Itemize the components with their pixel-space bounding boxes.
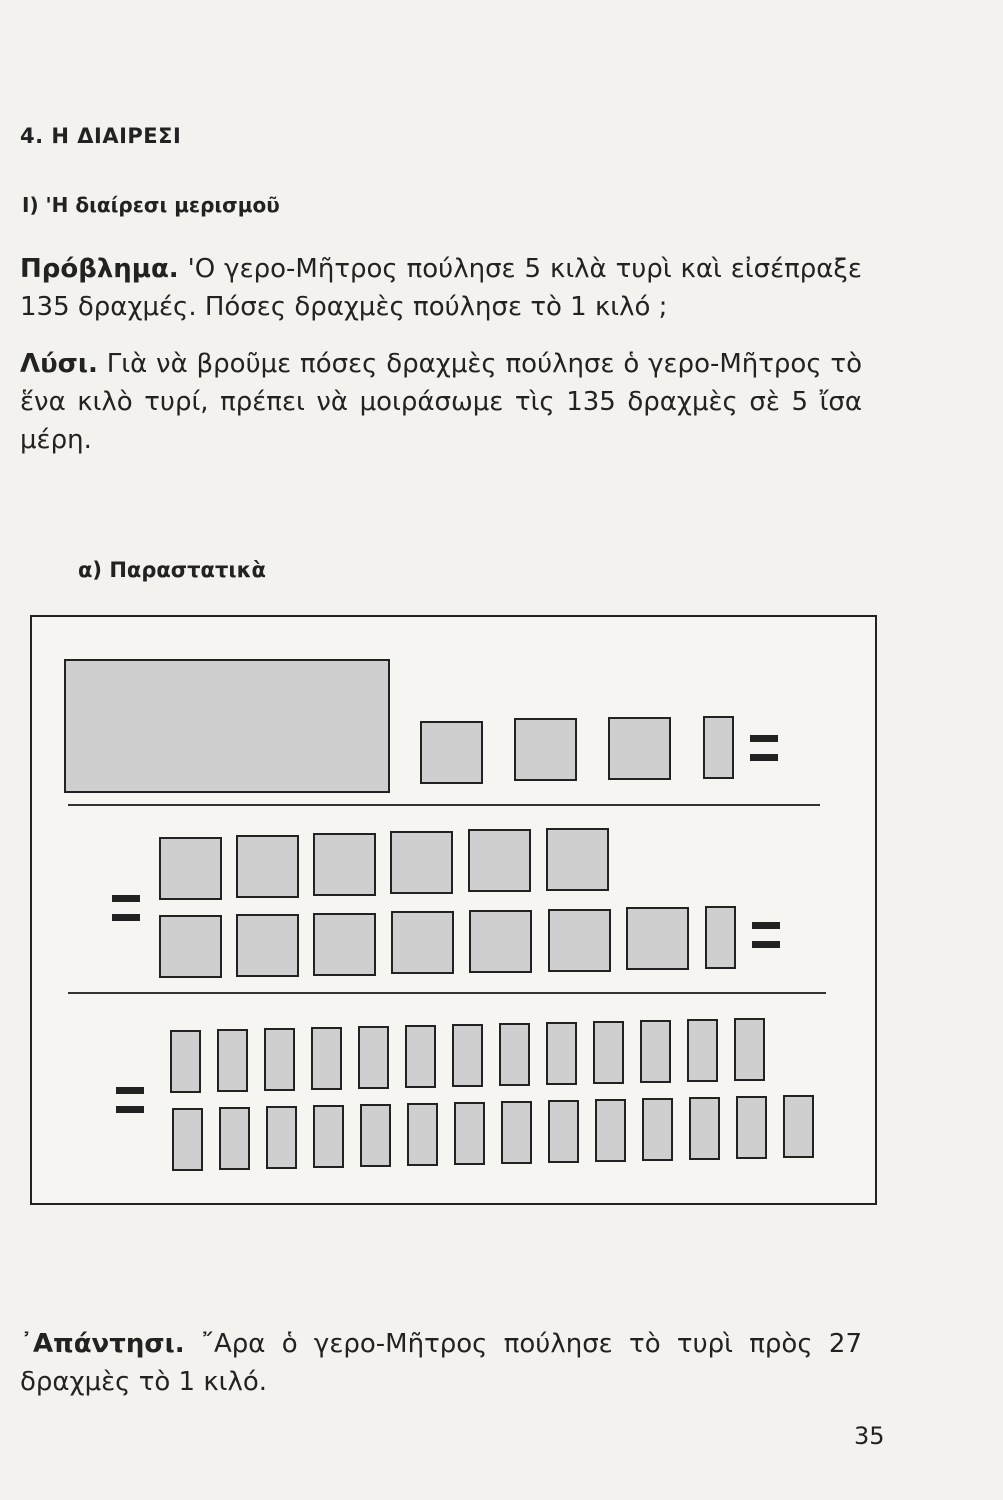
- solution-text: Γιὰ νὰ βροῦμε πόσες δραχμὲς πούλησε ὁ γερο-Μῆτρος τὸ ἕνα κιλὸ τυρί, πρέπει νὰ μοιράσωμε τὶς 135 δραχμὲς σὲ 5 ἴσα μέρη.: [20, 349, 862, 455]
- divider-line: [68, 804, 820, 806]
- five-block: [595, 1099, 626, 1162]
- five-block: [219, 1107, 250, 1170]
- five-block: [703, 716, 734, 779]
- ten-block: [548, 909, 611, 972]
- division-illustration: [30, 615, 877, 1205]
- five-block: [311, 1027, 342, 1090]
- five-block: [689, 1097, 720, 1160]
- problem-text: 'Ο γερο-Μῆτρος πούλησε 5 κιλὰ τυρὶ καὶ εἰσέπραξε 135 δραχμές. Πόσες δραχμὲς πούλησε τὸ 1 κιλό ;: [20, 254, 862, 322]
- five-block: [593, 1021, 624, 1084]
- ten-block: [159, 837, 222, 900]
- ten-block: [546, 828, 609, 891]
- problem-paragraph: [20, 250, 862, 326]
- ten-block: [626, 907, 689, 970]
- problem-label: Πρόβλημα.: [20, 254, 179, 284]
- ten-block: [514, 718, 577, 781]
- ten-block: [420, 721, 483, 784]
- ten-block: [236, 835, 299, 898]
- five-block: [172, 1108, 203, 1171]
- five-block: [264, 1028, 295, 1091]
- five-block: [642, 1098, 673, 1161]
- five-block: [546, 1022, 577, 1085]
- ten-block: [236, 914, 299, 977]
- answer-text: ῎Αρα ὁ γερο-Μῆτρος πούλησε τὸ τυρὶ πρὸς 27 δραχμὲς τὸ 1 κιλό.: [20, 1329, 862, 1397]
- divider-line: [68, 992, 826, 994]
- equals-sign: [750, 735, 778, 761]
- ten-block: [468, 829, 531, 892]
- five-block: [548, 1100, 579, 1163]
- five-block: [266, 1106, 297, 1169]
- five-block: [499, 1023, 530, 1086]
- ten-block: [313, 833, 376, 896]
- five-block: [687, 1019, 718, 1082]
- solution-label: Λύσι.: [20, 349, 98, 379]
- five-block: [734, 1018, 765, 1081]
- section-title: 4. Η ΔΙΑΙΡΕΣΙ: [20, 124, 182, 148]
- answer-label: ᾿Απάντησι.: [20, 1329, 185, 1359]
- equals-sign: [752, 922, 780, 948]
- five-block: [405, 1025, 436, 1088]
- five-block: [407, 1103, 438, 1166]
- ten-block: [391, 911, 454, 974]
- solution-paragraph: [20, 345, 862, 459]
- ten-block: [469, 910, 532, 973]
- five-block: [452, 1024, 483, 1087]
- part-a-title: α) Παραστατικὰ: [78, 558, 266, 582]
- equals-sign: [112, 895, 140, 921]
- five-block: [217, 1029, 248, 1092]
- five-block: [358, 1026, 389, 1089]
- ten-block: [608, 717, 671, 780]
- answer-paragraph: [20, 1325, 862, 1401]
- five-block: [783, 1095, 814, 1158]
- five-block: [501, 1101, 532, 1164]
- five-block: [705, 906, 736, 969]
- equals-sign: [116, 1087, 144, 1113]
- ten-block: [390, 831, 453, 894]
- page-number: 35: [854, 1422, 885, 1450]
- subsection-title: I) 'Η διαίρεσι μερισμοῦ: [22, 193, 280, 217]
- five-block: [736, 1096, 767, 1159]
- five-block: [170, 1030, 201, 1093]
- hundred-block: [64, 659, 390, 793]
- five-block: [640, 1020, 671, 1083]
- five-block: [454, 1102, 485, 1165]
- five-block: [313, 1105, 344, 1168]
- ten-block: [159, 915, 222, 978]
- ten-block: [313, 913, 376, 976]
- five-block: [360, 1104, 391, 1167]
